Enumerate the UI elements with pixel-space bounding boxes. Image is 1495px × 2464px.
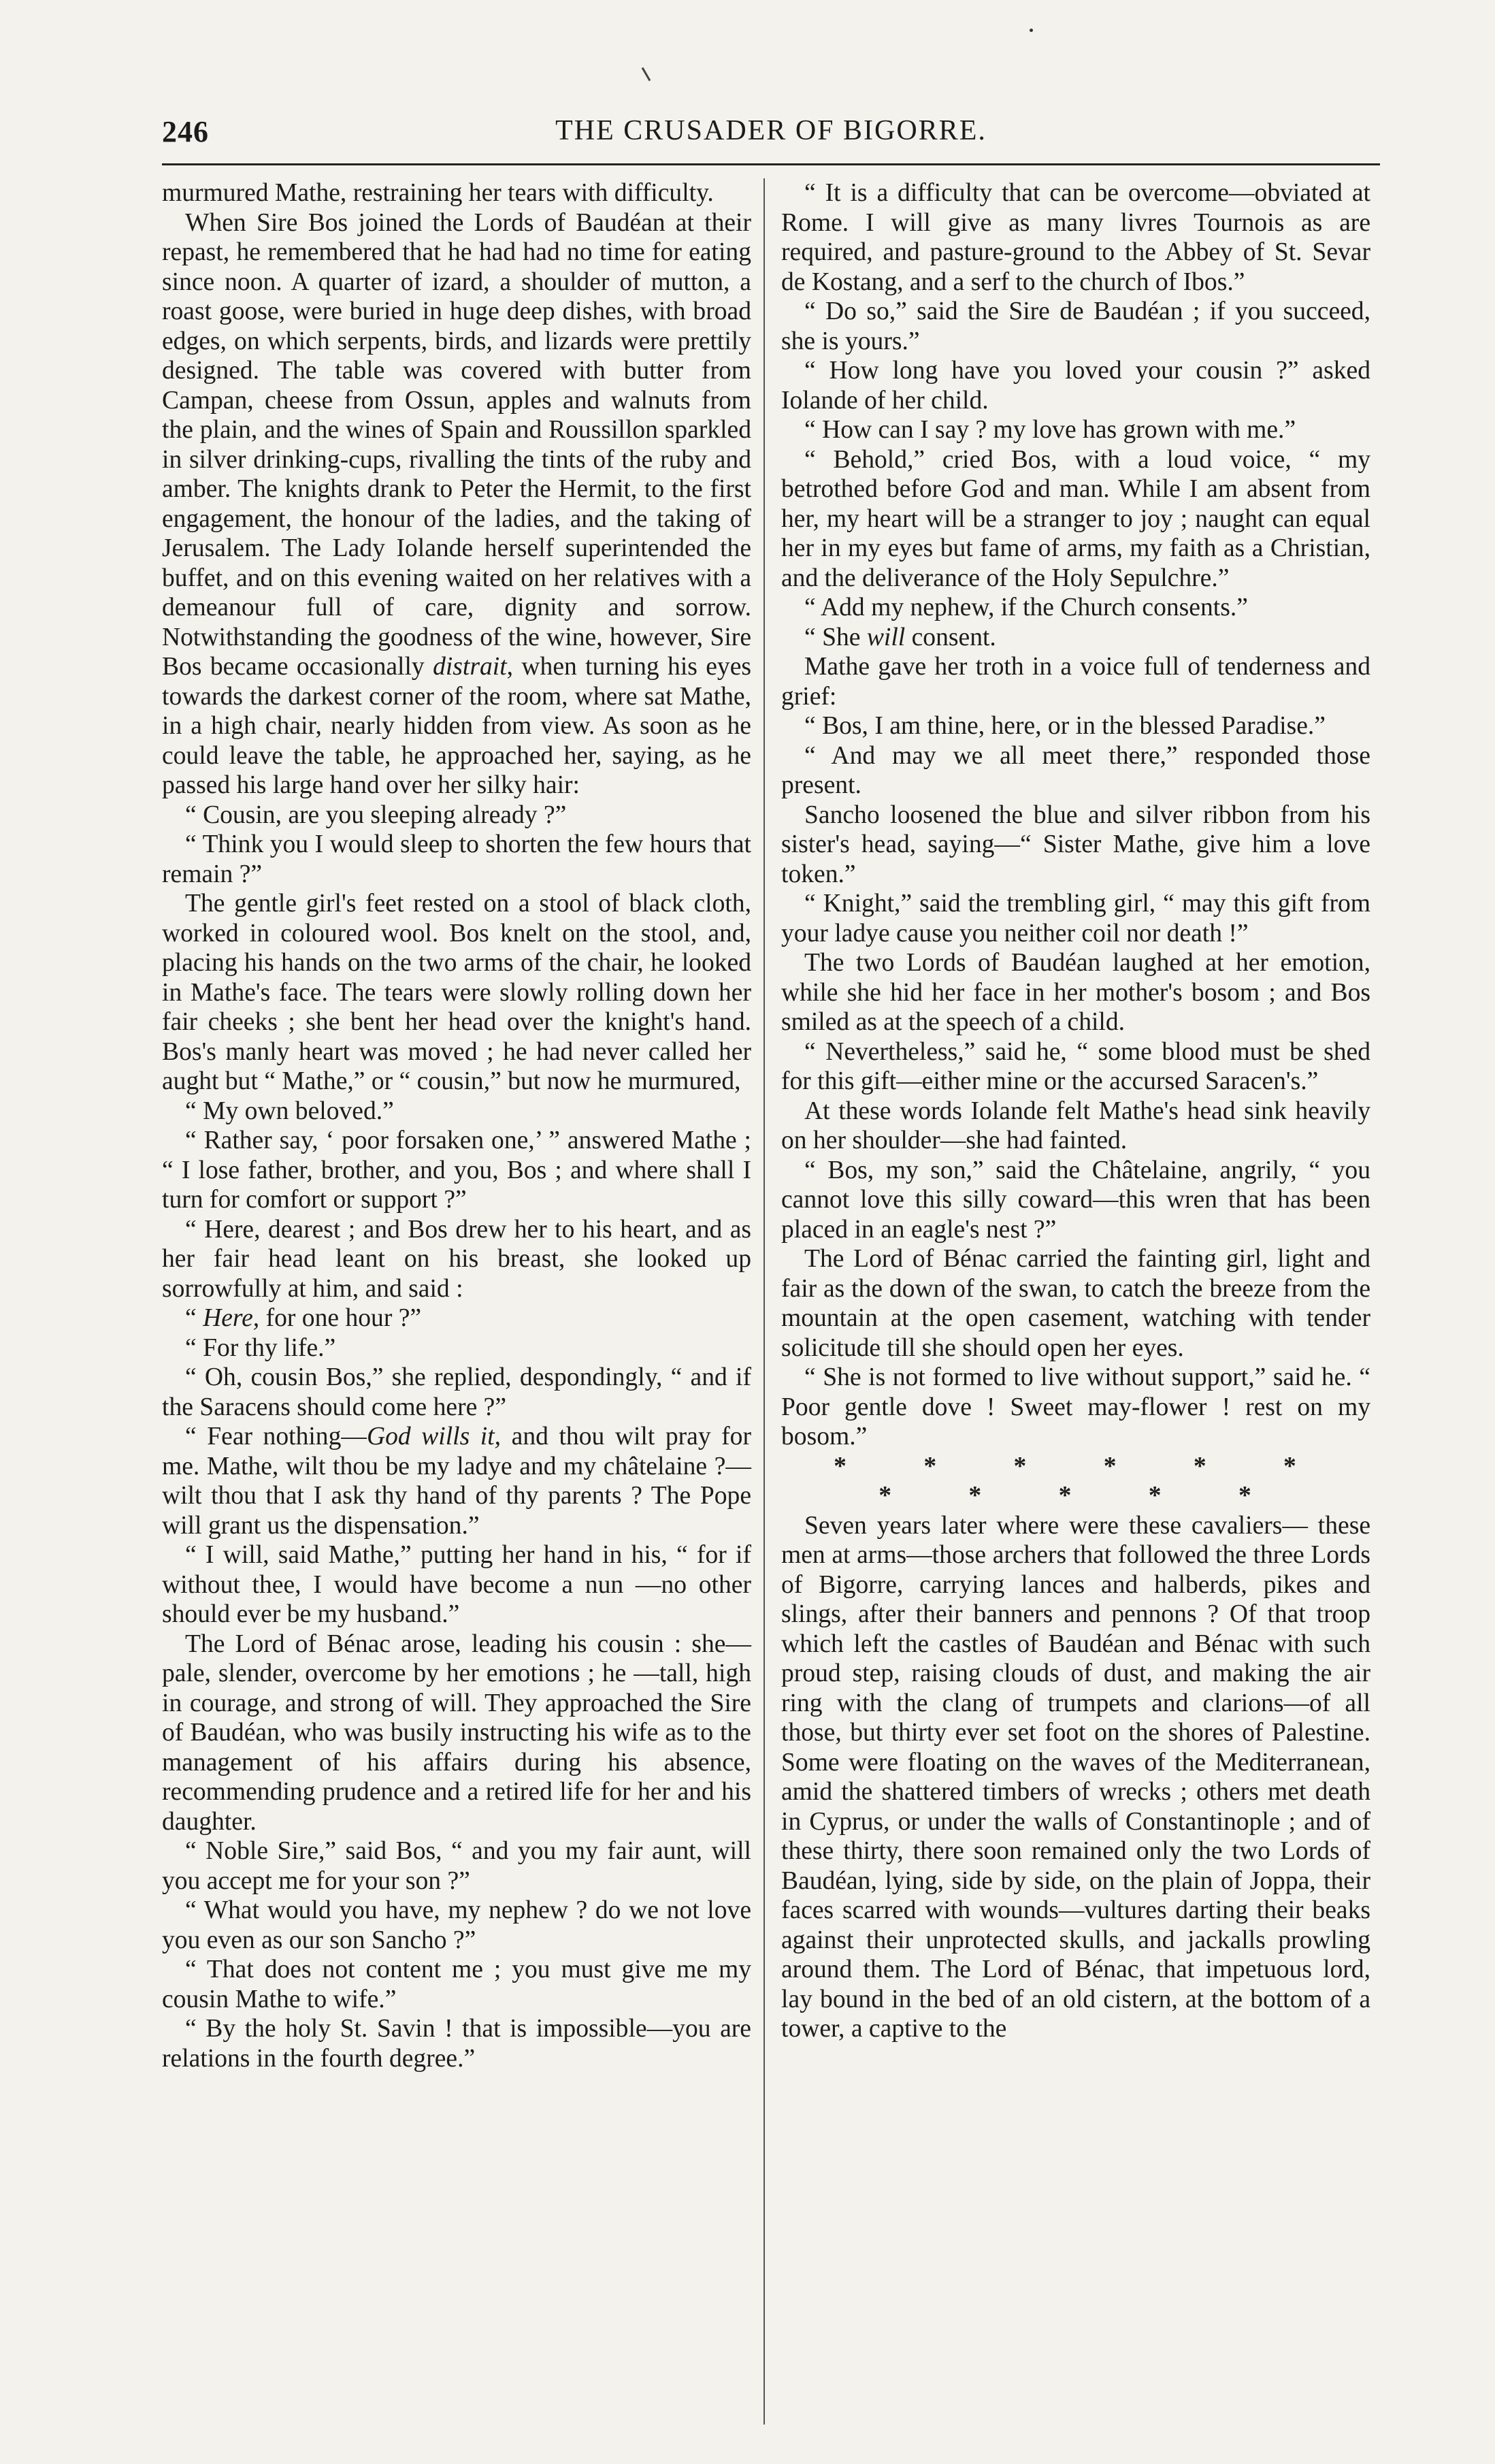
italic-text: will (866, 623, 906, 651)
paragraph: The Lord of Bénac carried the fainting girl, light and fair as the down of the swan, to catch the breeze from the mountain at the open casement, watching with tender solicitude till she should open her eyes. (781, 1245, 1370, 1362)
paragraph: Seven years later where were these cavaliers— these men at arms—those archers that followed the three Lords of Bigorre, carrying lances and halberds, pikes and slings, after their banners and pennons ? Of that troop which left the castles of Baudéan and Bénac with such proud step, raising clouds of dust, and making the air ring with the clang of trumpets and clarions—of all those, but thirty ever set foot on the shores of Palestine. Some were floating on the waves of the Mediterranean, amid the shattered timbers of wrecks ; others met death in Cyprus, or under the walls of Constantinople ; and of these thirty, there soon remained only the two Lords of Baudéan, lying, side by side, on the plain of Joppa, their faces scarred with wounds—vultures darting their beaks against their unprotected skulls, and jackalls prowling around them. The Lord of Bénac, that impetuous lord, lay bound in the bed of an old cistern, at the bottom of a tower, a captive to the (781, 1511, 1370, 2043)
paragraph: “ For thy life.” (185, 1333, 336, 1362)
paragraph: “ Bos, my son,” said the Châtelaine, angrily, “ you cannot love this silly coward—this wren that has been placed in an eagle's nest ?” (781, 1156, 1370, 1244)
paragraph: When Sire Bos joined the Lords of Baudéan at their repast, he remembered that he had had no time for eating since noon. A quarter of izard, a shoulder of mutton, a roast goose, were buried in huge deep dishes, with broad edges, on which serpents, birds, and lizards were prettily designed. The table was covered with butter from Campan, cheese from Ossun, apples and walnuts from the plain, and the wines of Spain and Roussillon sparkled in silver drinking-cups, rivalling the tints of the ruby and amber. The knights drank to Peter the Hermit, to the first engagement, the honour of the ladies, and the taking of Jerusalem. The Lady Iolande herself superintended the buffet, and on this evening waited on her relatives with a demeanour full of care, dignity and sorrow. Notwithstanding the goodness of the wine, however, Sire Bos became occasionally distrait, when turning his eyes towards the darkest corner of the room, where sat Mathe, in a high chair, nearly hidden from view. As soon as he could leave the table, he approached her, saying, as he passed his large hand over her silky hair: (162, 208, 751, 799)
paragraph: “ She will consent. (804, 623, 996, 651)
paragraph: “ My own beloved.” (185, 1097, 394, 1125)
left-column (162, 178, 751, 2073)
paragraph: The gentle girl's feet rested on a stool of black cloth, worked in coloured wool. Bos knelt on the stool, and, placing his hands on the two arms of the chair, he looked in Mathe's face. The tears were slowly rolling down her fair cheeks ; she bent her head over the knight's hand. Bos's manly heart was moved ; he had never called her aught but “ Mathe,” or “ cousin,” but now he murmured, (162, 890, 751, 1095)
italic-text: God wills it, (366, 1423, 502, 1450)
paragraph: The Lord of Bénac arose, leading his cousin : she—pale, slender, overcome by her emotions ; he —tall, high in courage, and strong of will. They approached the Sire of Baudéan, who was busily instructing his wife as to the management of his affairs during his absence, recommending prudence and a retired life for her and his daughter. (162, 1630, 751, 1836)
right-column (781, 178, 1370, 2044)
paragraph: “ Behold,” cried Bos, with a loud voice, “ my betrothed before God and man. While I am absent from her, my heart will be a stranger to joy ; naught can equal her in my eyes but fame of arms, my faith as a Christian, and the deliverance of the Holy Sepulchre.” (781, 445, 1370, 592)
paragraph: “ Here, dearest ; and Bos drew her to his heart, and as her fair head leant on his breast, she looked up sorrowfully at him, and said : (162, 1215, 751, 1303)
paragraph: “ How can I say ? my love has grown with me.” (804, 416, 1296, 444)
paragraph: “ It is a difficulty that can be overcome—obviated at Rome. I will give as many livres Tournois as are required, and pasture-ground to the Abbey of St. Sevar de Kostang, and a serf to the church of Ibos.” (781, 179, 1370, 296)
running-title: THE CRUSADER OF BIGORRE. (555, 115, 987, 146)
section-break: * * * * * * * * * * * (834, 1452, 1332, 1510)
paragraph: “ Knight,” said the trembling girl, “ may this gift from your ladye cause you neither coil nor death !” (781, 890, 1370, 947)
paragraph: “ I will, said Mathe,” putting her hand in his, “ for if without thee, I would have become a nun —no other should ever be my husband.” (162, 1541, 751, 1628)
page-number: 246 (162, 115, 209, 148)
page-header (162, 114, 1380, 157)
paragraph: “ That does not content me ; you must give me my cousin Mathe to wife.” (162, 1956, 751, 2013)
italic-text: distrait (433, 653, 507, 681)
paragraph: Sancho loosened the blue and silver ribbon from his sister's head, saying—“ Sister Mathe, give him a love token.” (781, 800, 1370, 888)
paragraph: “ What would you have, my nephew ? do we not love you even as our son Sancho ?” (162, 1896, 751, 1954)
paragraph: The two Lords of Baudéan laughed at her emotion, while she hid her face in her mother's bosom ; and Bos smiled as at the speech of a child. (781, 949, 1370, 1036)
paragraph: “ Bos, I am thine, here, or in the blessed Paradise.” (804, 712, 1326, 740)
paragraph: “ Rather say, ‘ poor forsaken one,’ ” answered Mathe ; “ I lose father, brother, and you, Bos ; and where shall I turn for comfort or support ?” (162, 1126, 751, 1214)
print-mark (642, 67, 651, 82)
paragraph: “ Do so,” said the Sire de Baudéan ; if you succeed, she is yours.” (781, 297, 1370, 355)
paragraph: “ Oh, cousin Bos,” she replied, despondingly, “ and if the Saracens should come here ?” (162, 1363, 751, 1421)
paragraph: At these words Iolande felt Mathe's head sink heavily on her shoulder—she had fainted. (781, 1097, 1370, 1154)
print-speck (1030, 29, 1033, 32)
column-divider (763, 178, 765, 2425)
paragraph: murmured Mathe, restraining her tears with difficulty. (162, 179, 714, 207)
paragraph: “ Noble Sire,” said Bos, “ and you my fair aunt, will you accept me for your son ?” (162, 1837, 751, 1895)
italic-text: Here, (203, 1304, 260, 1332)
header-rule (162, 163, 1380, 165)
paragraph: “ Add my nephew, if the Church consents.” (804, 594, 1248, 621)
paragraph: “ She is not formed to live without support,” said he. “ Poor gentle dove ! Sweet may-flower ! rest on my bosom.” (781, 1363, 1370, 1450)
paragraph: “ And may we all meet there,” responded those present. (781, 741, 1370, 799)
paragraph: “ How long have you loved your cousin ?” asked Iolande of her child. (781, 357, 1370, 415)
paragraph: “ Nevertheless,” said he, “ some blood must be shed for this gift—either mine or the accursed Saracen's.” (781, 1037, 1370, 1095)
paragraph: “ Here, for one hour ?” (185, 1304, 422, 1332)
paragraph: “ Fear nothing—God wills it, and thou wilt pray for me. Mathe, wilt thou be my ladye and my châtelaine ?—wilt thou that I ask thy hand of thy parents ? The Pope will grant us the dispensation.” (162, 1423, 751, 1540)
paragraph: “ By the holy St. Savin ! that is impossible—you are relations in the fourth degree.” (162, 2015, 751, 2073)
paragraph: “ Think you I would sleep to shorten the few hours that remain ?” (162, 830, 751, 888)
paragraph: “ Cousin, are you sleeping already ?” (185, 800, 567, 829)
paragraph: Mathe gave her troth in a voice full of tenderness and grief: (781, 653, 1370, 711)
